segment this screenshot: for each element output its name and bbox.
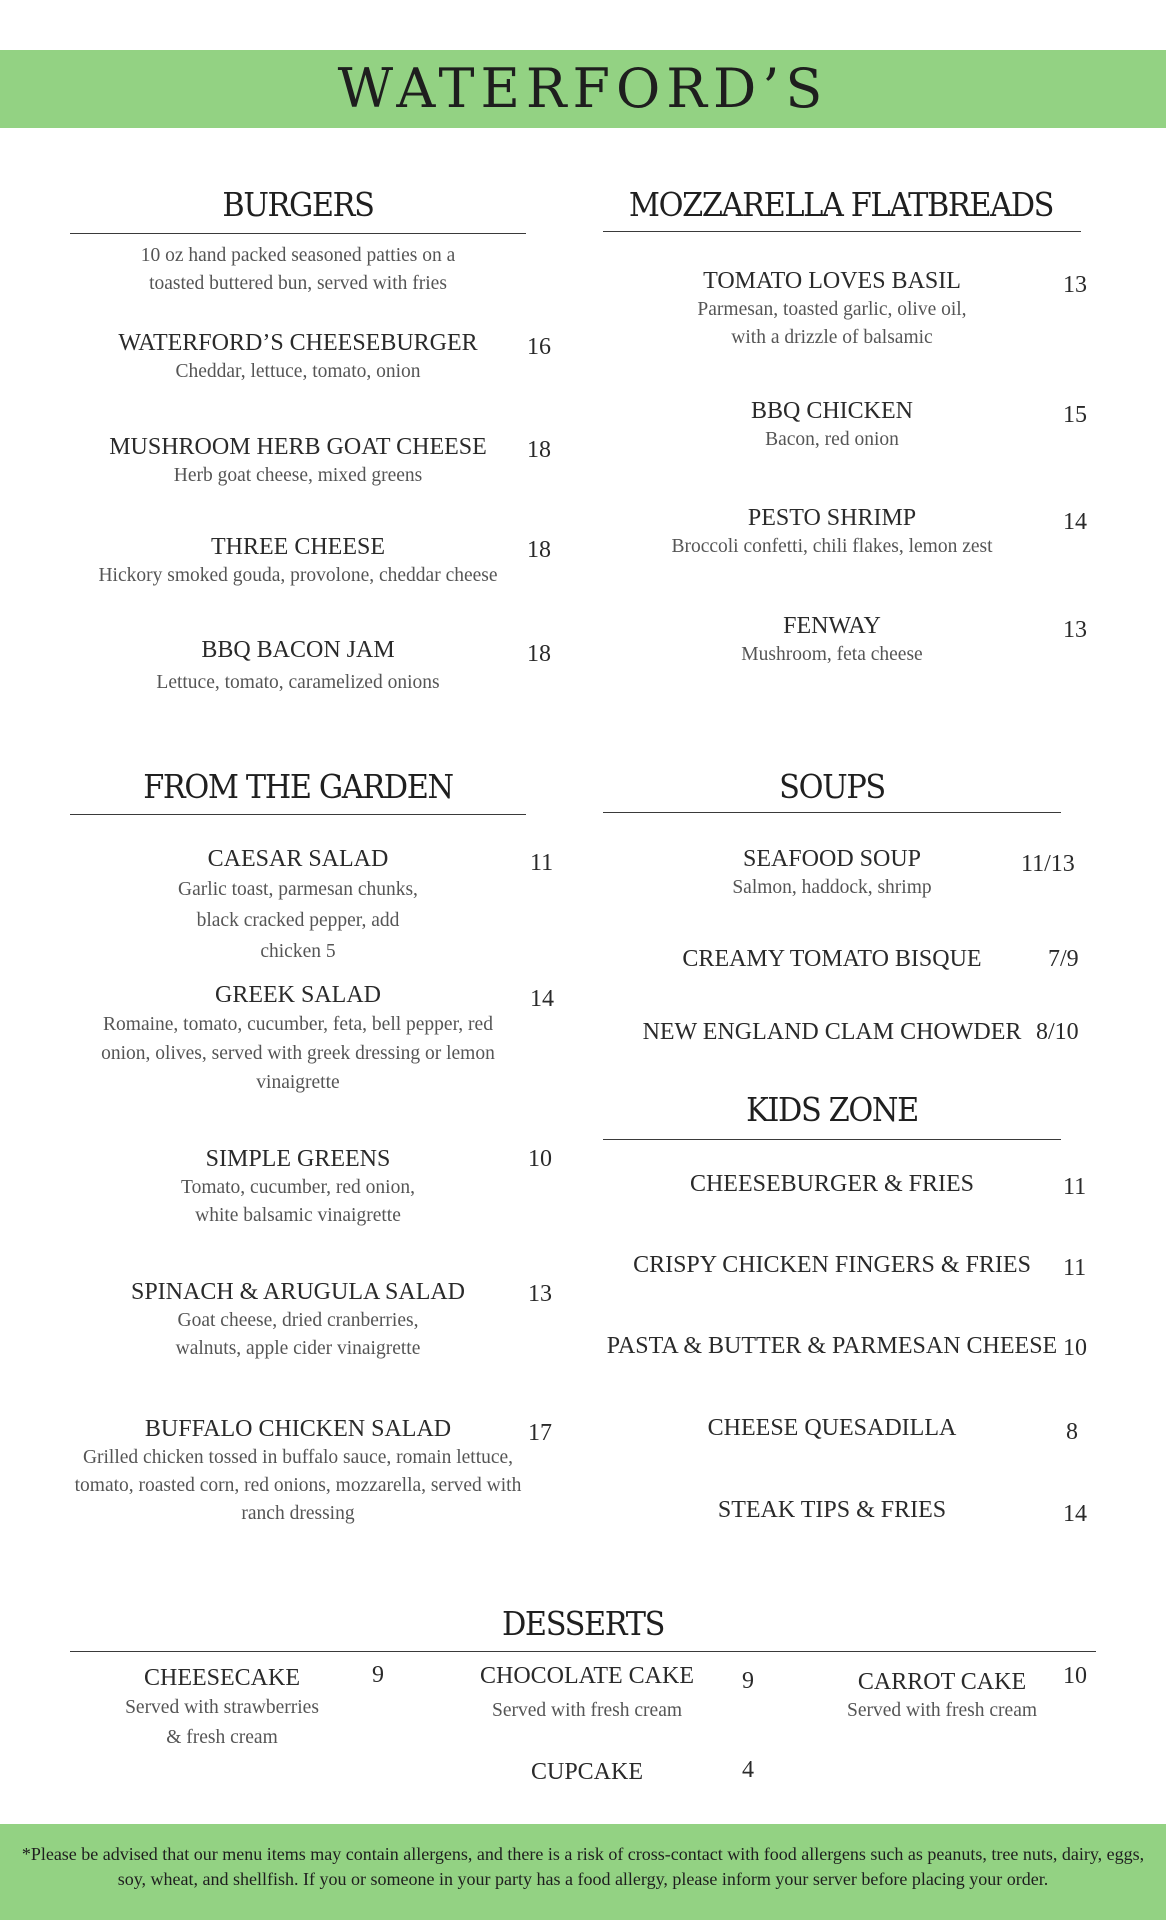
section-title-garden: FROM THE GARDEN bbox=[143, 767, 453, 806]
item-name: CHOCOLATE CAKE bbox=[480, 1663, 694, 1689]
menu-item bbox=[632, 267, 1032, 352]
item-description: Mushroom, feta cheese bbox=[741, 644, 923, 665]
item-description: Served with fresh cream bbox=[846, 1700, 1038, 1721]
item-price: 9 bbox=[742, 1668, 754, 1694]
item-name: THREE CHEESE bbox=[211, 534, 385, 560]
menu-item bbox=[612, 1018, 1052, 1047]
menu-item bbox=[70, 533, 526, 590]
menu-item bbox=[632, 845, 1032, 902]
item-name: BUFFALO CHICKEN SALAD bbox=[144, 1416, 452, 1442]
menu-item bbox=[632, 945, 1032, 974]
item-description: Grilled chicken tossed in buffalo sauce, romain lettuce, tomato, roasted corn, red onions, mozzarella, served with ranch dressing bbox=[74, 1447, 522, 1524]
item-price: 11/13 bbox=[1021, 851, 1075, 877]
restaurant-name: WATERFORD’S bbox=[337, 57, 829, 120]
item-name: CHEESEBURGER & FRIES bbox=[689, 1171, 975, 1197]
item-price: 10 bbox=[528, 1146, 552, 1172]
section-title-soups: SOUPS bbox=[779, 767, 885, 806]
menu-item bbox=[632, 1496, 1032, 1525]
item-description: Served with strawberries & fresh cream bbox=[125, 1697, 319, 1748]
item-name: CREAMY TOMATO BISQUE bbox=[682, 946, 982, 972]
item-description: Parmesan, toasted garlic, olive oil, with a drizzle of balsamic bbox=[697, 299, 967, 348]
menu-item bbox=[602, 1332, 1062, 1361]
section-intro-text: 10 oz hand packed seasoned patties on a toasted buttered bun, served with fries bbox=[140, 245, 456, 294]
item-name: CHEESE QUESADILLA bbox=[707, 1415, 957, 1441]
item-name: BBQ CHICKEN bbox=[750, 398, 913, 424]
menu-item bbox=[70, 1145, 526, 1230]
item-description: Served with fresh cream bbox=[491, 1700, 683, 1721]
menu-item bbox=[70, 1415, 526, 1528]
item-description: Hickory smoked gouda, provolone, cheddar cheese bbox=[98, 565, 498, 586]
item-name: PESTO SHRIMP bbox=[747, 505, 917, 531]
item-name: BBQ BACON JAM bbox=[201, 637, 395, 663]
section-title-desserts: DESSERTS bbox=[501, 1604, 665, 1643]
allergen-notice: *Please be advised that our menu items may contain allergens, and there is a risk of cross-contact with food allergens such as peanuts, tree nuts, dairy, eggs, soy, wheat, and shellfish. If you or someone in your party has a food allergy, please inform your server before placing your order. bbox=[21, 1844, 1145, 1889]
item-name: CHEESECAKE bbox=[144, 1665, 300, 1691]
item-name: WATERFORD’S CHEESEBURGER bbox=[118, 330, 478, 356]
item-description: Lettuce, tomato, caramelized onions bbox=[156, 672, 440, 693]
item-price: 8/10 bbox=[1036, 1019, 1079, 1045]
section-divider bbox=[603, 812, 1061, 813]
menu-item bbox=[632, 1414, 1032, 1443]
item-price: 13 bbox=[528, 1281, 552, 1307]
item-price: 14 bbox=[530, 986, 554, 1012]
menu-item bbox=[70, 845, 526, 967]
item-price: 18 bbox=[527, 641, 551, 667]
menu-item bbox=[452, 1662, 722, 1725]
item-description: Goat cheese, dried cranberries, walnuts, apple cider vinaigrette bbox=[175, 1310, 421, 1359]
section-title-burgers: BURGERS bbox=[222, 185, 374, 224]
item-name: CARROT CAKE bbox=[857, 1669, 1027, 1695]
item-name: FENWAY bbox=[783, 613, 881, 639]
menu-item bbox=[70, 433, 526, 490]
item-price: 11 bbox=[530, 850, 554, 876]
menu-item bbox=[632, 397, 1032, 454]
item-price: 18 bbox=[527, 537, 551, 563]
section-divider bbox=[70, 233, 526, 234]
item-name: PASTA & BUTTER & PARMESAN CHEESE bbox=[606, 1333, 1058, 1359]
item-price: 15 bbox=[1063, 402, 1087, 428]
menu-item bbox=[612, 1170, 1052, 1199]
section-divider bbox=[70, 814, 526, 815]
burgers-intro bbox=[70, 242, 526, 298]
menu-item bbox=[632, 504, 1032, 561]
menu-item bbox=[632, 612, 1032, 669]
item-name: NEW ENGLAND CLAM CHOWDER bbox=[642, 1019, 1022, 1045]
item-price: 10 bbox=[1063, 1335, 1087, 1361]
menu-item bbox=[92, 1664, 352, 1753]
menu-item bbox=[817, 1668, 1067, 1725]
item-price: 11 bbox=[1063, 1255, 1087, 1281]
item-name: TOMATO LOVES BASIL bbox=[703, 268, 961, 294]
item-price: 13 bbox=[1063, 617, 1087, 643]
item-name: SPINACH & ARUGULA SALAD bbox=[130, 1279, 466, 1305]
item-price: 17 bbox=[528, 1420, 552, 1446]
item-name: CRISPY CHICKEN FINGERS & FRIES bbox=[633, 1252, 1031, 1278]
item-description: Broccoli confetti, chili flakes, lemon zest bbox=[671, 536, 993, 557]
section-title-kids: KIDS ZONE bbox=[746, 1090, 918, 1129]
item-description: Garlic toast, parmesan chunks, black cracked pepper, add chicken 5 bbox=[178, 879, 418, 962]
section-divider bbox=[70, 1651, 1096, 1652]
item-price: 8 bbox=[1066, 1419, 1078, 1445]
item-description: Tomato, cucumber, red onion, white balsamic vinaigrette bbox=[181, 1177, 415, 1226]
item-price: 7/9 bbox=[1048, 946, 1079, 972]
section-divider bbox=[603, 1139, 1061, 1140]
menu-item bbox=[612, 1251, 1052, 1280]
item-price: 11 bbox=[1063, 1174, 1087, 1200]
menu-item bbox=[70, 1278, 526, 1363]
item-price: 4 bbox=[742, 1757, 754, 1783]
item-price: 18 bbox=[527, 437, 551, 463]
item-name: GREEK SALAD bbox=[215, 982, 381, 1008]
item-description: Romaine, tomato, cucumber, feta, bell pepper, red onion, olives, served with greek dressing or lemon vinaigrette bbox=[101, 1014, 495, 1093]
menu-item bbox=[70, 636, 526, 697]
item-name: STEAK TIPS & FRIES bbox=[717, 1497, 947, 1523]
item-name: SEAFOOD SOUP bbox=[742, 846, 922, 872]
menu-item bbox=[487, 1758, 687, 1787]
menu-item bbox=[70, 329, 526, 386]
item-price: 13 bbox=[1063, 272, 1087, 298]
item-price: 16 bbox=[527, 334, 551, 360]
item-name: CAESAR SALAD bbox=[207, 846, 389, 872]
item-description: Herb goat cheese, mixed greens bbox=[173, 465, 423, 486]
item-price: 14 bbox=[1063, 509, 1087, 535]
item-price: 10 bbox=[1063, 1663, 1087, 1689]
item-description: Salmon, haddock, shrimp bbox=[732, 877, 932, 898]
item-description: Cheddar, lettuce, tomato, onion bbox=[175, 361, 421, 382]
item-price: 14 bbox=[1063, 1501, 1087, 1527]
item-name: CUPCAKE bbox=[530, 1759, 644, 1785]
item-name: MUSHROOM HERB GOAT CHEESE bbox=[109, 434, 487, 460]
item-description: Bacon, red onion bbox=[765, 429, 899, 450]
menu-item bbox=[70, 981, 526, 1097]
item-name: SIMPLE GREENS bbox=[205, 1146, 391, 1172]
section-divider bbox=[603, 231, 1081, 232]
item-price: 9 bbox=[372, 1662, 384, 1688]
section-title-flatbreads: MOZZARELLA FLATBREADS bbox=[628, 185, 1054, 224]
